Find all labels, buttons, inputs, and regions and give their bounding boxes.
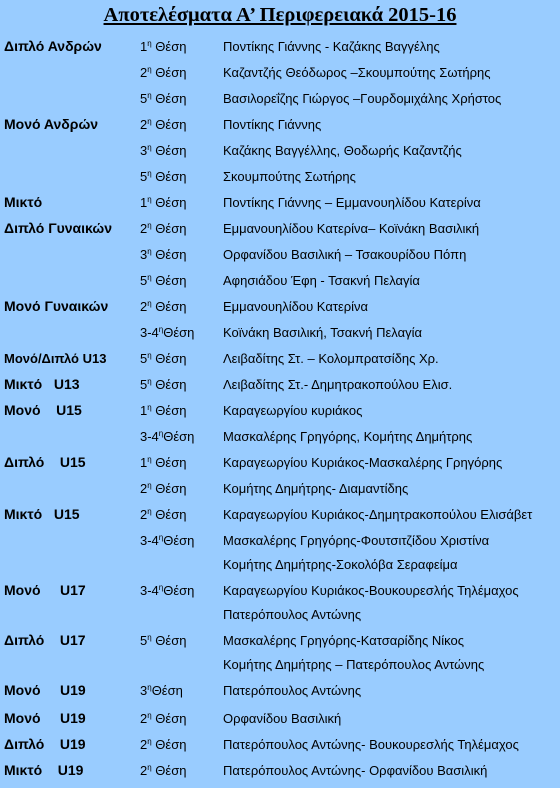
placement-number: 5 <box>140 273 148 288</box>
placement-word: Θέση <box>163 429 195 444</box>
placement-number: 1 <box>140 39 148 54</box>
placement-number: 2 <box>140 299 148 314</box>
category-label: Διπλό U15 <box>4 454 86 470</box>
category-label: Μονό Γυναικών <box>4 298 109 314</box>
result-row <box>0 272 560 298</box>
result-row <box>0 736 560 762</box>
result-row <box>0 168 560 194</box>
player-name-line: Καραγεωργίου Κυριάκος-Δημητρακοπούλου Ελισάβετ <box>223 507 533 522</box>
category-label: Μικτό U15 <box>4 506 80 522</box>
placement-label <box>140 38 186 55</box>
placement-number: 2 <box>140 117 148 132</box>
player-names <box>223 428 472 445</box>
placement-word: Θέση <box>151 351 187 366</box>
result-row <box>0 532 560 582</box>
player-names <box>223 324 422 341</box>
result-row <box>0 116 560 142</box>
result-row <box>0 194 560 220</box>
placement-word: Θέση <box>151 143 187 158</box>
result-row <box>0 480 560 506</box>
player-names <box>223 194 481 211</box>
category-label: Διπλό Ανδρών <box>4 38 102 54</box>
player-names <box>223 629 484 677</box>
placement-label <box>140 64 186 81</box>
player-name-line: Αφησιάδου Έφη - Τσακνή Πελαγία <box>223 273 420 288</box>
player-name-line: Σκουμπούτης Σωτήρης <box>223 169 356 184</box>
placement-number: 3 <box>140 247 148 262</box>
placement-word: Θέση <box>151 507 187 522</box>
placement-number: 5 <box>140 633 148 648</box>
placement-number: 3 <box>140 683 148 698</box>
placement-word: Θέση <box>151 403 187 418</box>
player-names <box>223 682 361 699</box>
placement-ordinal: η <box>147 455 152 464</box>
result-row <box>0 376 560 402</box>
player-name-line: Ορφανίδου Βασιλική – Τσακουρίδου Πόπη <box>223 247 467 262</box>
placement-ordinal: η <box>147 65 152 74</box>
placement-ordinal: η <box>147 195 152 204</box>
placement-label <box>140 762 186 779</box>
placement-word: Θέση <box>151 481 187 496</box>
placement-label <box>140 736 186 753</box>
placement-ordinal: η <box>158 325 164 334</box>
placement-ordinal: η <box>147 351 152 360</box>
player-names <box>223 142 462 159</box>
player-names <box>223 38 440 55</box>
player-names <box>223 272 420 289</box>
placement-number: 2 <box>140 221 148 236</box>
placement-ordinal: η <box>147 91 152 100</box>
player-name-line: Κομήτης Δημήτρης-Σοκολόβα Σεραφείμα <box>223 556 458 572</box>
placement-number: 5 <box>140 351 148 366</box>
placement-word: Θέση <box>151 711 187 726</box>
player-name-line: Κομήτης Δημήτρης- Διαμαντίδης <box>223 481 409 496</box>
placement-label <box>140 682 183 699</box>
player-name-line: Καραγεωργίου κυριάκος <box>223 403 363 418</box>
placement-word: Θέση <box>151 117 187 132</box>
placement-number: 1 <box>140 455 148 470</box>
player-name-line: Ποντίκης Γιάννης - Καζάκης Βαγγέλης <box>223 39 440 54</box>
placement-ordinal: η <box>147 633 152 642</box>
result-row <box>0 762 560 788</box>
player-names <box>223 454 502 471</box>
placement-ordinal: η <box>147 299 152 308</box>
result-row <box>0 90 560 116</box>
category-label: Διπλό Γυναικών <box>4 220 113 236</box>
result-row <box>0 710 560 736</box>
placement-label <box>140 142 186 159</box>
player-names <box>223 402 362 419</box>
placement-ordinal: η <box>158 533 164 542</box>
player-name-line: Πατερόπουλος Αντώνης- Ορφανίδου Βασιλική <box>223 763 488 778</box>
placement-label <box>140 428 194 445</box>
player-names <box>223 350 439 367</box>
placement-number: 5 <box>140 91 148 106</box>
player-name-line: Καραγεωργίου Κυριάκος-Βουκουρεσλής Τηλέμαχος <box>223 582 519 598</box>
placement-number: 3 <box>140 143 148 158</box>
player-name-line: Εμμανουηλίδου Κατερίνα– Κοϊνάκη Βασιλική <box>223 221 480 236</box>
placement-word: Θέση <box>151 763 187 778</box>
placement-ordinal: η <box>147 117 152 126</box>
placement-ordinal: η <box>147 481 152 490</box>
category-label: Μονό U17 <box>4 582 86 598</box>
placement-number: 1 <box>140 403 148 418</box>
placement-word: Θέση <box>151 683 183 698</box>
placement-label <box>140 402 186 419</box>
category-label: Διπλό U17 <box>4 632 86 648</box>
player-name-line: Μασκαλέρης Γρηγόρης, Κομήτης Δημήτρης <box>223 429 473 444</box>
placement-word: Θέση <box>151 273 187 288</box>
placement-ordinal: η <box>147 221 152 230</box>
result-row <box>0 402 560 428</box>
placement-label <box>140 246 186 263</box>
player-name-line: Κοϊνάκη Βασιλική, Τσακνή Πελαγία <box>223 325 422 340</box>
player-name-line: Ορφανίδου Βασιλική <box>223 711 342 726</box>
placement-ordinal: η <box>147 247 152 256</box>
placement-ordinal: η <box>147 507 152 516</box>
placement-word: Θέση <box>163 583 195 598</box>
result-row <box>0 38 560 64</box>
player-name-line: Ποντίκης Γιάννης – Εμμανουηλίδου Κατερίνα <box>223 195 481 210</box>
placement-label <box>140 350 186 367</box>
player-name-line: Λειβαδίτης Στ. – Κολομπρατσίδης Χρ. <box>223 351 439 366</box>
placement-label <box>140 90 186 107</box>
placement-label <box>140 376 186 393</box>
player-names <box>223 376 452 393</box>
player-names <box>223 736 519 753</box>
category-label: Μονό/Διπλό U13 <box>4 351 107 366</box>
placement-ordinal: η <box>147 763 152 772</box>
placement-word: Θέση <box>151 247 187 262</box>
placement-ordinal: η <box>147 377 152 386</box>
placement-word: Θέση <box>151 737 187 752</box>
category-label: Μικτό U19 <box>4 762 84 778</box>
player-names <box>223 506 532 523</box>
placement-word: Θέση <box>163 325 195 340</box>
player-name-line: Καραγεωργίου Κυριάκος-Μασκαλέρης Γρηγόρης <box>223 455 503 470</box>
placement-number: 3-4 <box>140 325 159 340</box>
placement-label <box>140 582 194 599</box>
placement-label <box>140 324 194 341</box>
placement-label <box>140 710 186 727</box>
result-row <box>0 324 560 350</box>
placement-number: 3-4 <box>140 533 159 548</box>
result-row <box>0 350 560 376</box>
result-row <box>0 220 560 246</box>
player-name-line: Καζαντζής Θεόδωρος –Σκουμπούτης Σωτήρης <box>223 65 491 80</box>
placement-number: 5 <box>140 377 148 392</box>
placement-label <box>140 506 186 523</box>
placement-word: Θέση <box>163 533 195 548</box>
result-row <box>0 64 560 90</box>
category-label: Μικτό <box>4 194 43 210</box>
placement-label <box>140 168 186 185</box>
placement-ordinal: η <box>147 143 152 152</box>
placement-ordinal: η <box>158 583 164 592</box>
result-row <box>0 454 560 480</box>
page-title: Αποτελέσματα Α’ Περιφερειακά 2015-16 <box>103 4 457 26</box>
placement-word: Θέση <box>151 65 187 80</box>
placement-ordinal: η <box>147 403 152 412</box>
placement-label <box>140 632 186 649</box>
placement-label <box>140 116 186 133</box>
player-names <box>223 762 487 779</box>
placement-ordinal: η <box>158 429 164 438</box>
placement-word: Θέση <box>151 39 187 54</box>
player-name-line: Λειβαδίτης Στ.- Δημητρακοπούλου Ελισ. <box>223 377 453 392</box>
placement-label <box>140 194 186 211</box>
category-label: Μονό Ανδρών <box>4 116 99 132</box>
placement-ordinal: η <box>147 39 152 48</box>
placement-label <box>140 272 186 289</box>
player-name-line: Ποντίκης Γιάννης <box>223 117 322 132</box>
placement-label <box>140 298 186 315</box>
player-name-line: Καζάκης Βαγγέλλης, Θοδωρής Καζαντζής <box>223 143 462 158</box>
category-label: Μονό U15 <box>4 402 82 418</box>
player-names <box>223 246 466 263</box>
player-name-line: Μασκαλέρης Γρηγόρης-Φουτσιτζίδου Χριστίνα <box>223 532 490 548</box>
player-names <box>223 480 408 497</box>
placement-word: Θέση <box>151 299 187 314</box>
result-row <box>0 142 560 168</box>
player-name-line: Πατερόπουλος Αντώνης <box>223 683 362 698</box>
placement-number: 1 <box>140 195 148 210</box>
player-name-line: Πατερόπουλος Αντώνης <box>223 606 362 622</box>
placement-number: 2 <box>140 711 148 726</box>
result-row <box>0 582 560 632</box>
player-names <box>223 116 321 133</box>
placement-word: Θέση <box>151 195 187 210</box>
placement-word: Θέση <box>151 91 187 106</box>
placement-ordinal: η <box>147 683 152 692</box>
placement-word: Θέση <box>151 169 187 184</box>
placement-ordinal: η <box>147 711 152 720</box>
placement-ordinal: η <box>147 737 152 746</box>
player-name-line: Εμμανουηλίδου Κατερίνα <box>223 299 369 314</box>
placement-number: 2 <box>140 763 148 778</box>
player-name-line: Κομήτης Δημήτρης – Πατερόπουλος Αντώνης <box>223 656 485 672</box>
placement-ordinal: η <box>147 273 152 282</box>
category-label: Μονό U19 <box>4 682 86 698</box>
placement-word: Θέση <box>151 633 187 648</box>
placement-number: 3-4 <box>140 583 159 598</box>
placement-number: 2 <box>140 65 148 80</box>
placement-ordinal: η <box>147 169 152 178</box>
category-label: Διπλό U19 <box>4 736 86 752</box>
placement-number: 3-4 <box>140 429 159 444</box>
placement-label <box>140 220 186 237</box>
placement-word: Θέση <box>151 377 187 392</box>
result-row <box>0 428 560 454</box>
player-names <box>223 529 489 577</box>
category-label: Μικτό U13 <box>4 376 80 392</box>
result-row <box>0 632 560 682</box>
player-names <box>223 298 368 315</box>
player-name-line: Βασιλορεΐζης Γιώργος –Γουρδομιχάλης Χρήστος <box>223 91 502 106</box>
placement-number: 2 <box>140 481 148 496</box>
result-row <box>0 682 560 710</box>
placement-number: 5 <box>140 169 148 184</box>
placement-label <box>140 454 186 471</box>
placement-number: 2 <box>140 507 148 522</box>
result-row <box>0 298 560 324</box>
player-name-line: Πατερόπουλος Αντώνης- Βουκουρεσλής Τηλέμαχος <box>223 737 519 752</box>
player-names <box>223 64 491 81</box>
result-row <box>0 246 560 272</box>
player-names <box>223 90 501 107</box>
placement-word: Θέση <box>151 455 187 470</box>
player-names <box>223 168 356 185</box>
placement-word: Θέση <box>151 221 187 236</box>
player-names <box>223 220 479 237</box>
placement-number: 2 <box>140 737 148 752</box>
placement-label <box>140 480 186 497</box>
player-names <box>223 579 519 627</box>
player-names <box>223 710 341 727</box>
player-name-line: Μασκαλέρης Γρηγόρης-Κατσαρίδης Νίκος <box>223 632 465 648</box>
placement-label <box>140 532 194 549</box>
category-label: Μονό U19 <box>4 710 86 726</box>
